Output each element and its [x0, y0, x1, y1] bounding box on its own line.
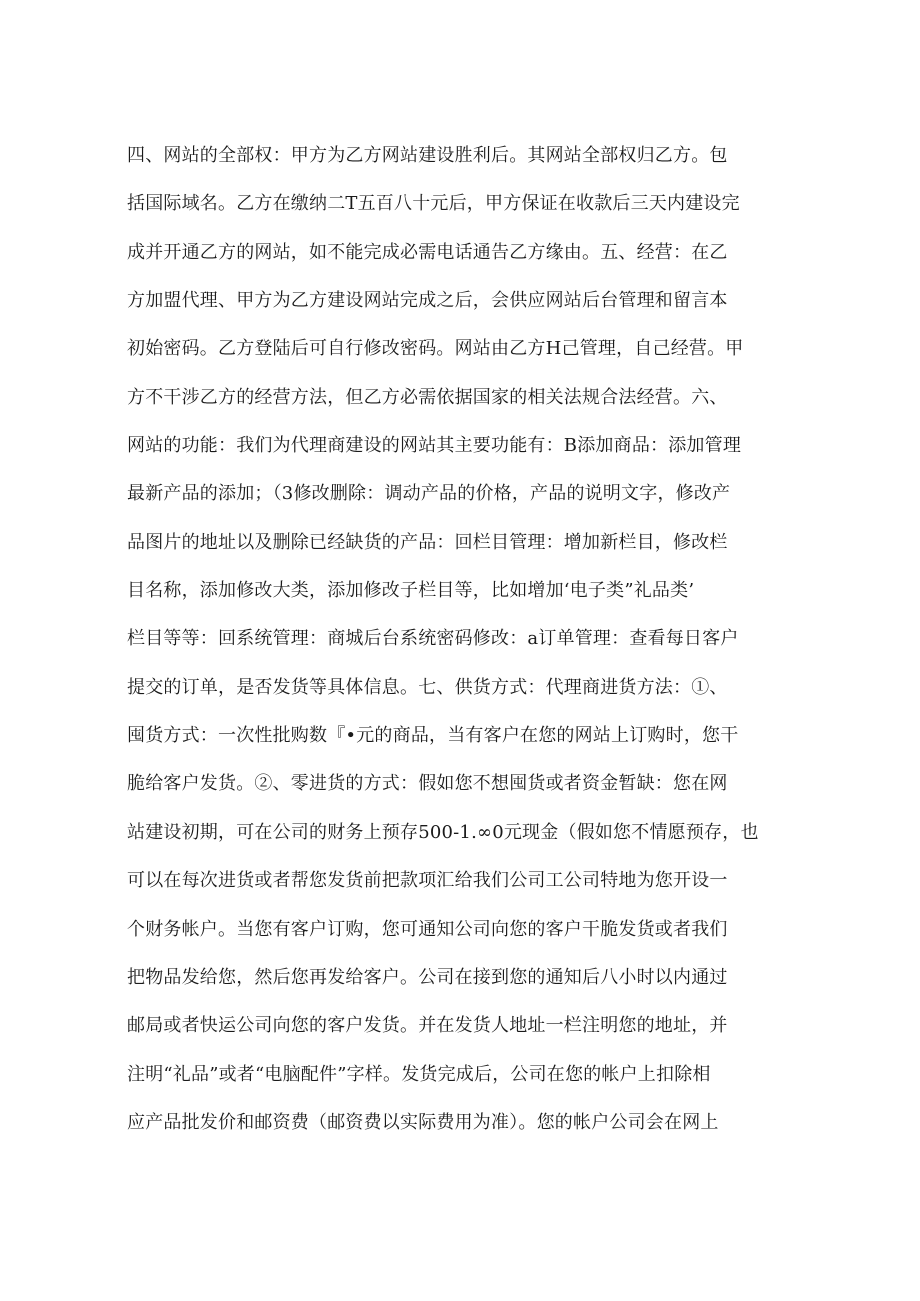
text-line: 注明“礼品”或者“电脑配件”字样。发货完成后，公司在您的帐户上扣除相	[127, 1063, 711, 1085]
text-line: 品图片的地址以及删除已经缺货的产品：回栏目管理：增加新栏目，修改栏	[127, 531, 728, 553]
text-line: 把物品发给您，然后您再发给客户。公司在接到您的通知后八小时以内通过	[127, 966, 728, 988]
text-line: 提交的订单，是否发货等具体信息。七、供货方式：代理商进货方法：①、	[127, 676, 728, 698]
text-line: 括国际域名。乙方在缴纳二T五百八十元后，甲方保证在收款后三天内建设完	[127, 193, 740, 215]
text-line: 栏目等等：回系统管理：商城后台系统密码修改：a订单管理：查看每日客户	[127, 628, 739, 650]
text-line: 方不干涉乙方的经营方法，但乙方必需依据国家的相关法规合法经营。六、	[127, 386, 728, 408]
text-line: 最新产品的添加；（3修改删除：调动产品的价格，产品的说明文字，修改产	[127, 483, 731, 505]
text-line: 囤货方式：一次性批购数『•元的商品，当有客户在您的网站上订购时，您干	[127, 725, 739, 747]
text-line: 方加盟代理、甲方为乙方建设网站完成之后，会供应网站后台管理和留言本	[127, 290, 728, 312]
body-text	[127, 132, 807, 1147]
text-line: 站建设初期，可在公司的财务上预存500-1.∞0元现金（假如您不情愿预存，也	[127, 821, 759, 843]
text-line: 脆给客户发货。②、零进货的方式：假如您不想囤货或者资金暂缺：您在网	[127, 773, 728, 795]
text-line: 网站的功能：我们为代理商建设的网站其主要功能有：B添加商品：添加管理	[127, 435, 742, 457]
text-line: 应产品批发价和邮资费（邮资费以实际费用为准）。您的帐户公司会在网上	[127, 1111, 719, 1133]
text-line: 可以在每次进货或者帮您发货前把款项汇给我们公司工公司特地为您开设一	[127, 870, 728, 892]
text-line: 个财务帐户。当您有客户订购，您可通知公司向您的客户干脆发货或者我们	[127, 918, 728, 940]
text-line: 四、网站的全部权：甲方为乙方网站建设胜利后。其网站全部权归乙方。包	[127, 145, 728, 166]
text-line: 初始密码。乙方登陆后可自行修改密码。网站由乙方H己管理，自己经营。甲	[127, 338, 744, 360]
text-line: 成并开通乙方的网站，如不能完成必需电话通告乙方缘由。五、经营：在乙	[127, 241, 728, 263]
text-line: 邮局或者快运公司向您的客户发货。并在发货人地址一栏注明您的地址，并	[127, 1015, 728, 1037]
text-line: 目名称，添加修改大类，添加修改子栏目等，比如增加‘电子类”礼品类’	[127, 580, 695, 602]
